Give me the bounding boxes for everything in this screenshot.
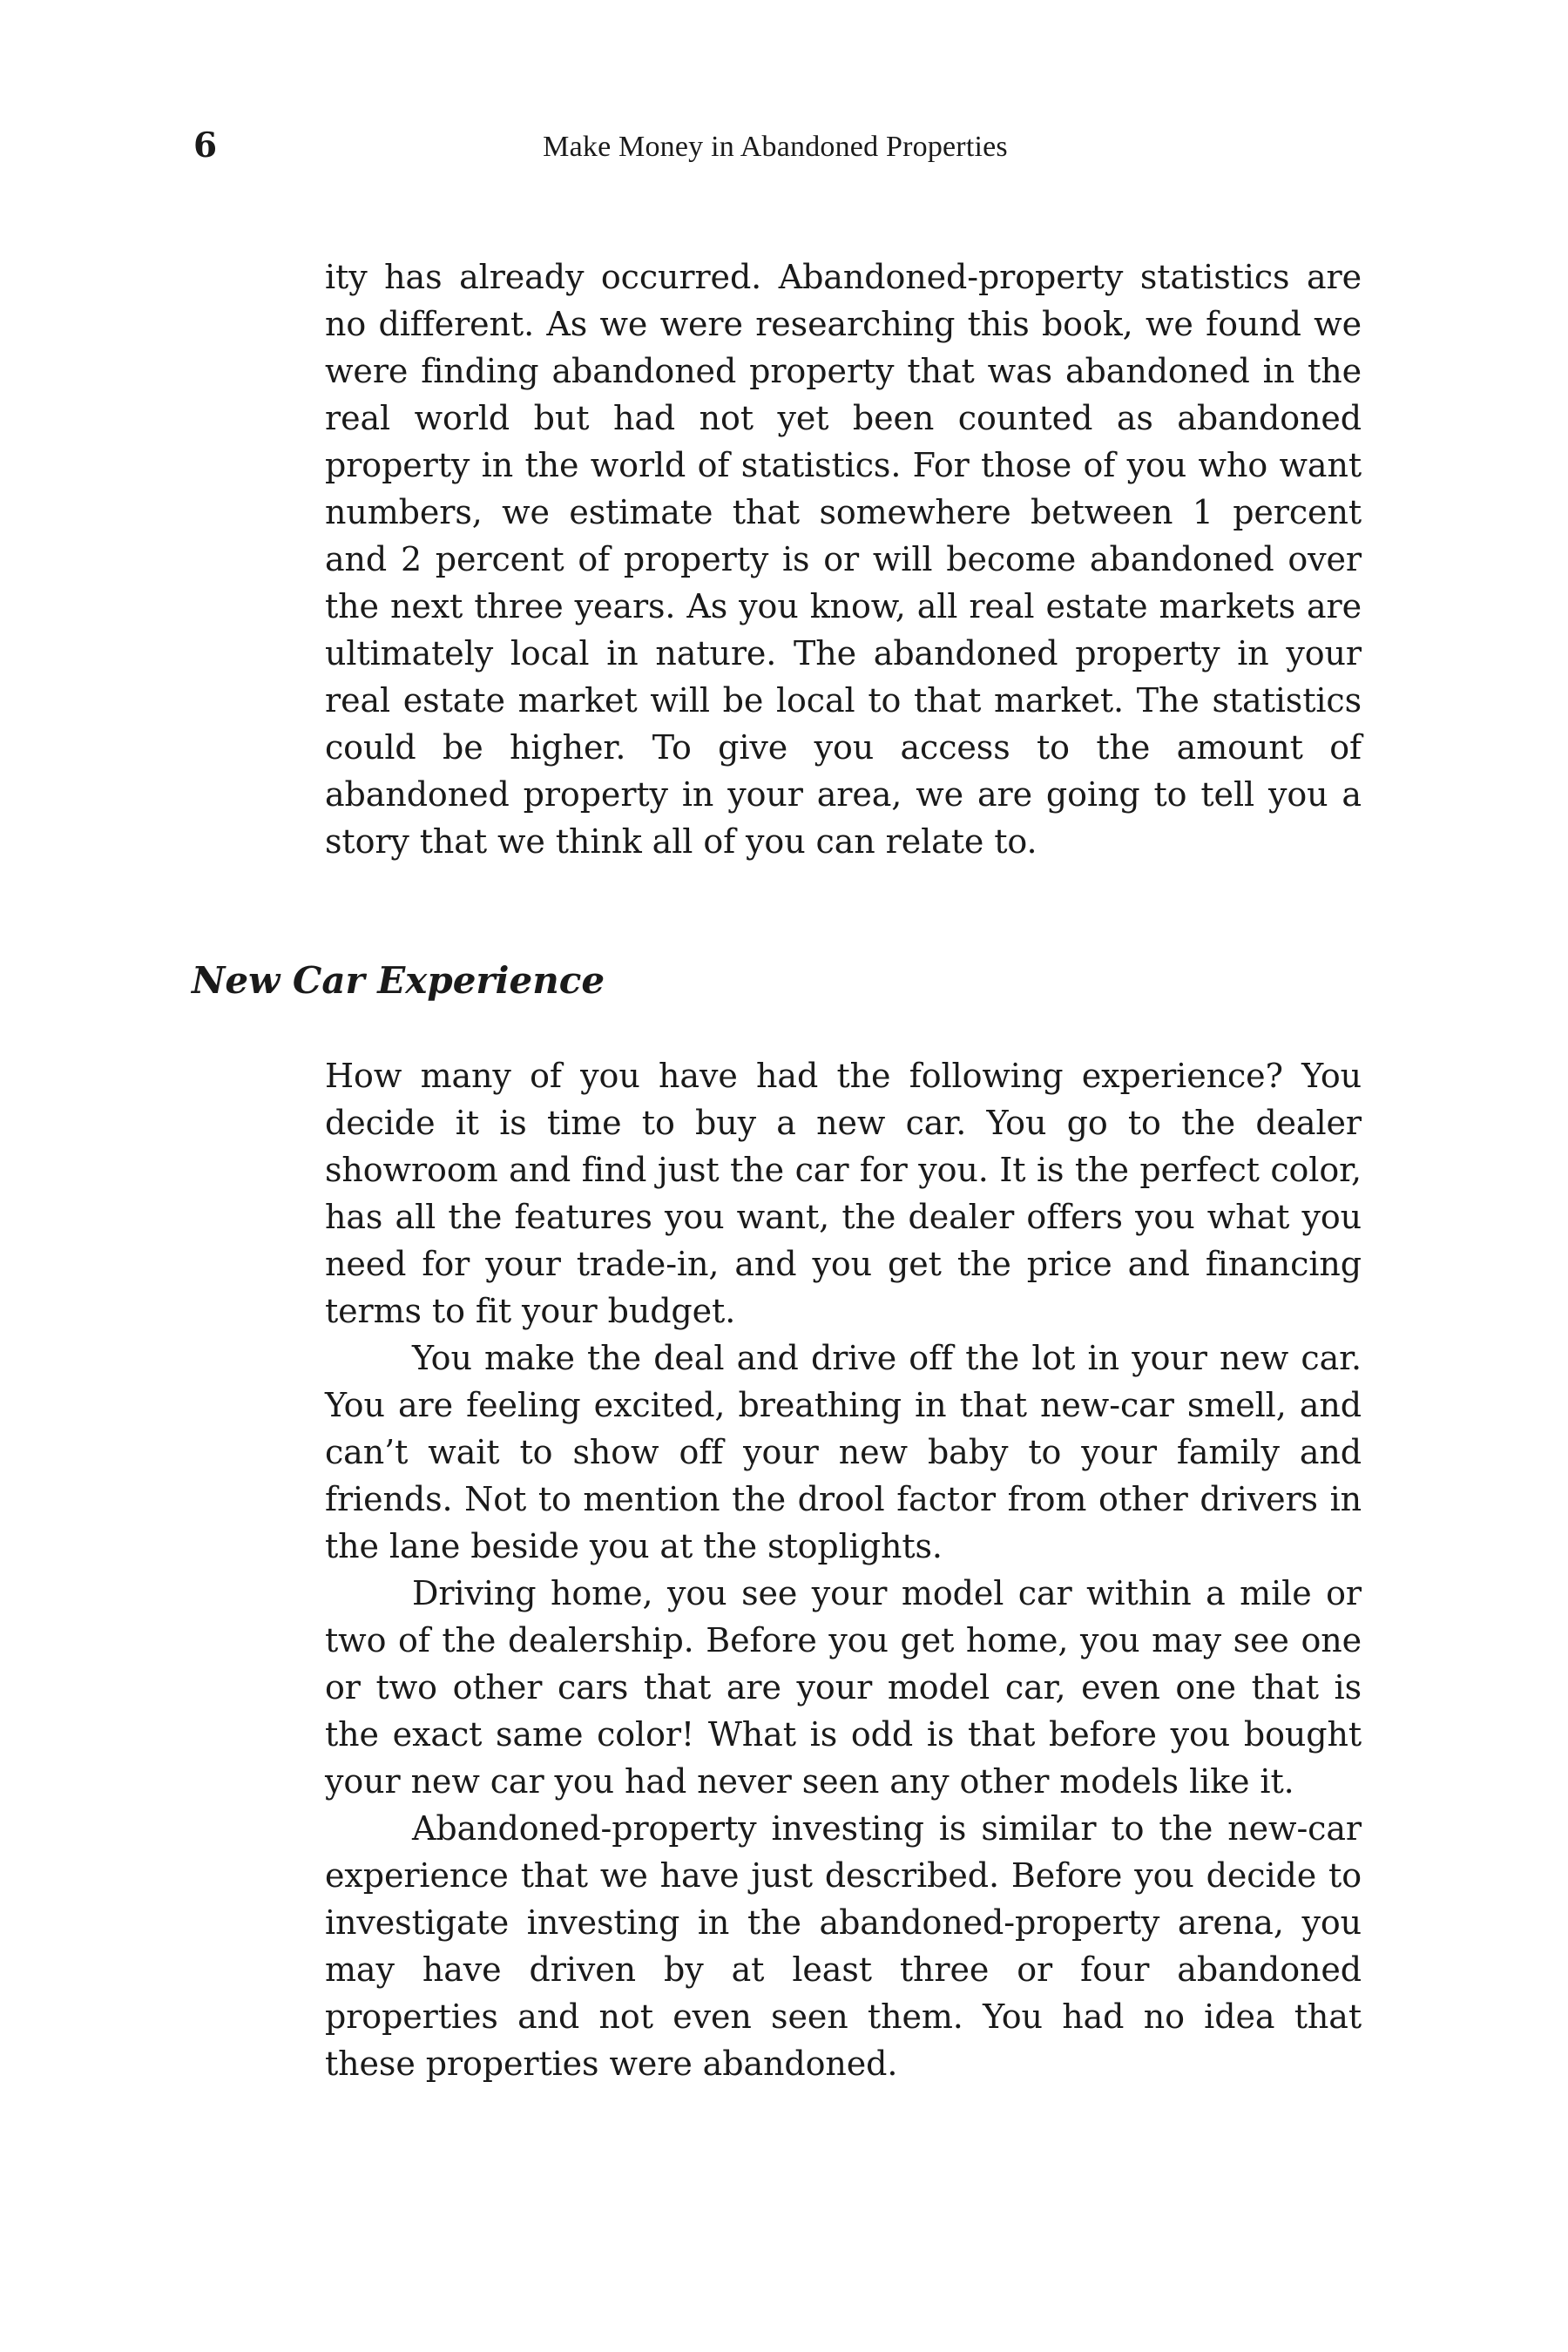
continued-text-block	[325, 253, 1362, 865]
section-text-block	[325, 1052, 1362, 2087]
running-head	[0, 124, 1568, 176]
paragraph: ity has already occurred. Abandoned-property statistics are no different. As we were researching this book, we found we were finding abandoned property that was abandoned in the real world but had not yet been counted as abandoned property in the world of statistics. For those of you who want numbers, we estimate that somewhere between 1 percent and 2 percent of property is or will become abandoned over the next three years. As you know, all real estate markets are ultimately local in nature. The abandoned property in your real estate market will be local to that market. The statistics could be higher. To give you access to the amount of abandoned property in your area, we are going to tell you a story that we think all of you can relate to.	[325, 258, 1362, 861]
paragraph: You make the deal and drive off the lot in your new car. You are feeling excited, breathing in that new-car smell, and can’t wait to show off your new baby to your family and friends. Not to mention the drool factor from other drivers in the lane beside you at the stoplights.	[325, 1339, 1362, 1565]
paragraph: How many of you have had the following experience? You decide it is time to buy a new car. You go to the dealer showroom and find just the car for you. It is the perfect color, has all the features you want, the dealer offers you what you need for your trade-in, and you get the price and financing terms to fit your budget.	[325, 1057, 1362, 1330]
page-number: 6	[193, 125, 218, 166]
running-title: Make Money in Abandoned Properties	[543, 131, 1008, 163]
section-heading: New Car Experience	[192, 959, 605, 1002]
paragraph: Abandoned-property investing is similar to the new-car experience that we have just described. Before you decide to investigate investing in the abandoned-property arena, you may have driven by at least three or four abandoned properties and not even seen them. You had no idea that these properties were abandoned.	[325, 1809, 1362, 2083]
paragraph: Driving home, you see your model car within a mile or two of the dealership. Before you get home, you may see one or two other cars that are your model car, even one that is the exact same color! What is odd is that before you bought your new car you had never seen any other models like it.	[325, 1574, 1362, 1801]
